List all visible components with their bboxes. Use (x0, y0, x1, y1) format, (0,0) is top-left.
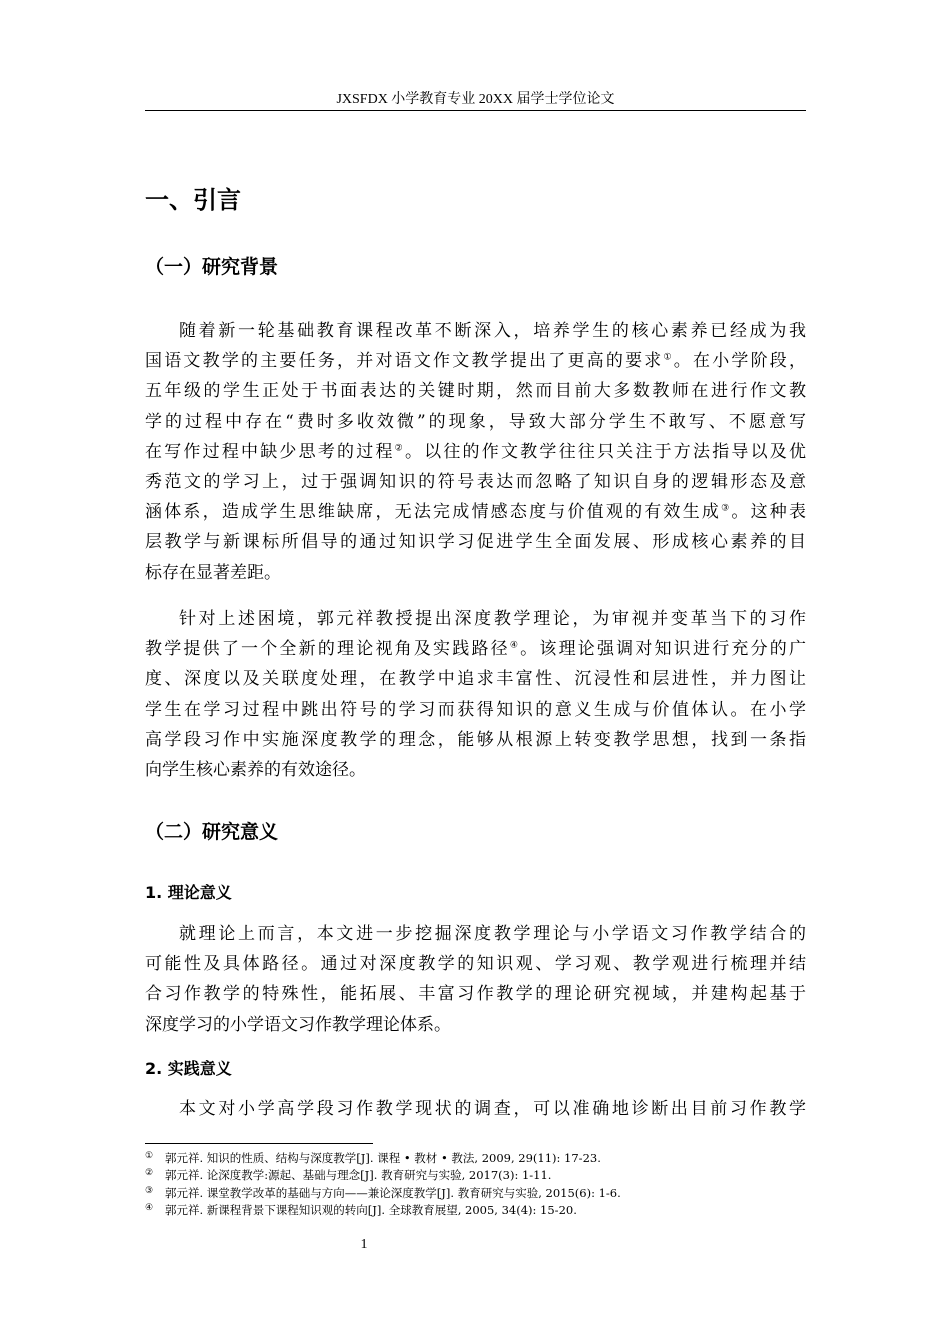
text-line: 向学生核心素养的有效途径。 (145, 760, 366, 781)
text-line: 在写作过程中缺少思考的过程②。以往的作文教学往往只关注于方法指导以及优 (145, 441, 807, 462)
subsection-title-background: （一）研究背景 (145, 256, 279, 278)
heading-practical-significance: 2. 实践意义 (145, 1059, 232, 1078)
footnote-ref-4: ④ (509, 640, 521, 651)
text-line: 合习作教学的特殊性，能拓展、丰富习作教学的理论研究视域，并建构起基于 (145, 984, 806, 1005)
section-title: 一、引言 (145, 186, 241, 214)
text-line: 标存在显著差距。 (145, 562, 281, 583)
text-line: 针对上述困境，郭元祥教授提出深度教学理论，为审视并变革当下的习作 (179, 609, 806, 629)
heading-theoretical-significance: 1. 理论意义 (145, 883, 232, 902)
text-line: 可能性及具体路径。通过对深度教学的知识观、学习观、教学观进行梳理并结 (145, 954, 806, 975)
footnote-item: ② 郭元祥. 论深度教学:源起、基础与理念[J]. 教育研究与实验, 2017(3): 1-11. (145, 1168, 552, 1183)
text-line: 秀范文的学习上，过于强调知识的符号表达而忽略了知识自身的逻辑形态及意 (145, 472, 806, 493)
text-line: 高学段习作中实施深度教学的理念，能够从根源上转变教学思想，找到一条指 (145, 729, 806, 750)
text-line: 度、深度以及关联度处理，在教学中追求丰富性、沉浸性和层进性，并力图让 (145, 669, 806, 690)
paragraph-theoretical (145, 919, 806, 1040)
paragraph-background-2 (145, 604, 806, 785)
text-line: 五年级的学生正处于书面表达的关键时期，然而目前大多数教师在进行作文教 (145, 381, 806, 402)
footnote-item: ① 郭元祥. 知识的性质、结构与深度教学[J]. 课程 • 教材 • 教法, 2009, 29(11): 17-23. (145, 1151, 601, 1165)
text-line: 国语文教学的主要任务，并对语文作文教学提出了更高的要求①。在小学阶段， (145, 351, 807, 372)
footnote-item: ③ 郭元祥. 课堂教学改革的基础与方向——兼论深度教学[J]. 教育研究与实验, 2015(6): 1-6. (145, 1185, 621, 1200)
paragraph-background-1 (145, 316, 806, 588)
text-line: 随着新一轮基础教育课程改革不断深入，培养学生的核心素养已经成为我 (179, 321, 806, 341)
footnote-ref-3: ③ (721, 503, 732, 514)
text-line: 就理论上而言，本文进一步挖掘深度教学理论与小学语文习作教学结合的 (179, 924, 806, 944)
text-line: 本文对小学高学段习作教学现状的调查，可以准确地诊断出目前习作教学 (179, 1099, 806, 1119)
subsection-title-significance: （二）研究意义 (145, 821, 279, 843)
text-line: 深度学习的小学语文习作教学理论体系。 (145, 1014, 451, 1035)
text-line: 学生在学习过程中跳出符号的学习而获得知识的意义生成与价值体认。在小学 (145, 699, 806, 720)
text-line: 层教学与新课标所倡导的通过知识学习促进学生全面发展、形成核心素养的目 (145, 532, 806, 553)
page-number: 1 (360, 1237, 368, 1252)
text-line: 教学提供了一个全新的理论视角及实践路径④。该理论强调对知识进行充分的广 (145, 639, 807, 660)
footnote-separator (145, 1143, 373, 1144)
running-header: JXSFDX 小学教育专业 20XX 届学士学位论文 (145, 92, 806, 111)
footnote-ref-2: ② (394, 443, 405, 454)
footnote-ref-1: ① (663, 352, 674, 363)
footnote-item: ④ 郭元祥. 新课程背景下课程知识观的转向[J]. 全球教育展望, 2005, 34(4): 15-20. (145, 1202, 577, 1217)
text-line: 涵体系，造成学生思维缺席，无法完成情感态度与价值观的有效生成③。这种表 (145, 502, 807, 523)
text-line: 学的过程中存在“费时多收效微”的现象，导致大部分学生不敢写、不愿意写 (145, 411, 806, 432)
footnote-list (145, 1150, 806, 1219)
paragraph-practical (145, 1094, 806, 1124)
